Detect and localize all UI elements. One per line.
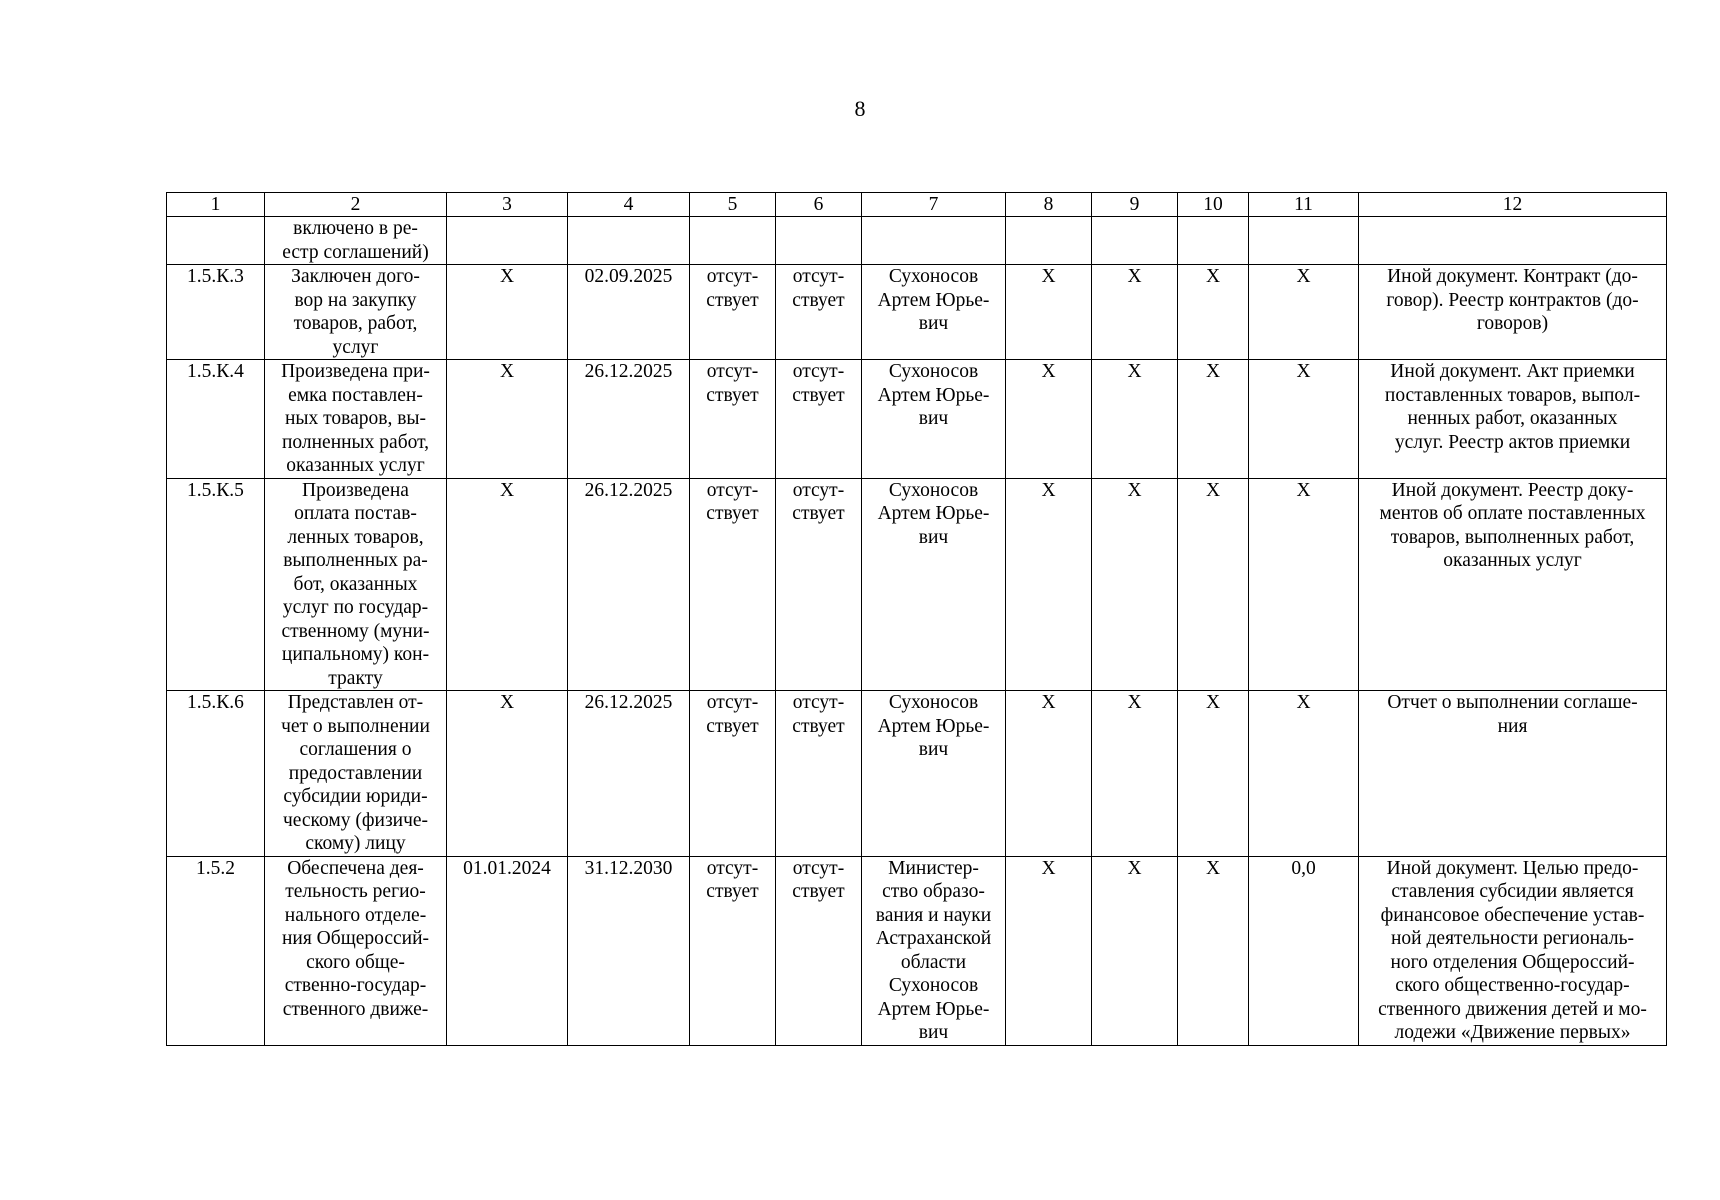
column-header: 2 <box>265 193 447 217</box>
table-cell-col7: Сухоносов Артем Юрье- вич <box>862 265 1006 360</box>
plan-table <box>166 192 1667 1046</box>
column-header: 1 <box>167 193 265 217</box>
table-cell-col12: Отчет о выполнении соглаше- ния <box>1359 691 1667 857</box>
table-cell-col2: Представлен от- чет о выполнении соглашения о предоставлении субсидии юриди- ческому (физиче- скому) лицу <box>265 691 447 857</box>
table-cell-col10: X <box>1178 360 1249 479</box>
table-cell-col1: 1.5.К.6 <box>167 691 265 857</box>
table-cell-col6: отсут- ствует <box>776 360 862 479</box>
table-cell-col10: X <box>1178 691 1249 857</box>
table-cell-col7: Министер- ство образо- вания и науки Астраханской области Сухоносов Артем Юрье- вич <box>862 856 1006 1045</box>
table-cell-col12: Иной документ. Контракт (до- говор). Реестр контрактов (до- говоров) <box>1359 265 1667 360</box>
table-cell-col3: 01.01.2024 <box>447 856 568 1045</box>
column-header: 3 <box>447 193 568 217</box>
table-cell-col10: X <box>1178 856 1249 1045</box>
table-cell-col1: 1.5.К.3 <box>167 265 265 360</box>
table-cell-col3: X <box>447 265 568 360</box>
table-cell-col3: X <box>447 478 568 691</box>
table-cell-col3: X <box>447 360 568 479</box>
table-cell-col8: X <box>1006 856 1092 1045</box>
table-cell-col10: X <box>1178 265 1249 360</box>
table-cell-col5: отсут- ствует <box>690 691 776 857</box>
table-cell-col8 <box>1006 217 1092 265</box>
table-cell-col10: X <box>1178 478 1249 691</box>
table-row <box>167 360 1667 479</box>
table-cell-col11: 0,0 <box>1249 856 1359 1045</box>
table-cell-col5: отсут- ствует <box>690 856 776 1045</box>
table-cell-col11: X <box>1249 265 1359 360</box>
table-cell-col4: 26.12.2025 <box>568 360 690 479</box>
table-row <box>167 478 1667 691</box>
table-cell-col5: отсут- ствует <box>690 478 776 691</box>
table-cell-col4: 26.12.2025 <box>568 691 690 857</box>
table-cell-col9: X <box>1092 478 1178 691</box>
table-cell-col2: Произведена при- емка поставлен- ных товаров, вы- полненных работ, оказанных услуг <box>265 360 447 479</box>
table-cell-col11: X <box>1249 478 1359 691</box>
table-cell-col12 <box>1359 217 1667 265</box>
table-cell-col4: 31.12.2030 <box>568 856 690 1045</box>
table-cell-col6 <box>776 217 862 265</box>
table-cell-col9: X <box>1092 265 1178 360</box>
column-header: 4 <box>568 193 690 217</box>
column-header: 10 <box>1178 193 1249 217</box>
table-cell-col1: 1.5.К.5 <box>167 478 265 691</box>
page-number: 8 <box>854 96 866 121</box>
table-cell-col6: отсут- ствует <box>776 478 862 691</box>
column-header: 7 <box>862 193 1006 217</box>
table-cell-col8: X <box>1006 360 1092 479</box>
table-cell-col12: Иной документ. Акт приемки поставленных товаров, выпол- ненных работ, оказанных услуг. Реестр актов приемки <box>1359 360 1667 479</box>
table-row <box>167 265 1667 360</box>
table-cell-col3 <box>447 217 568 265</box>
table-row <box>167 217 1667 265</box>
table-row <box>167 856 1667 1045</box>
table-cell-col10 <box>1178 217 1249 265</box>
table-cell-col7 <box>862 217 1006 265</box>
table-cell-col1: 1.5.2 <box>167 856 265 1045</box>
table-cell-col7: Сухоносов Артем Юрье- вич <box>862 691 1006 857</box>
table-cell-col4: 26.12.2025 <box>568 478 690 691</box>
table-row <box>167 691 1667 857</box>
table-cell-col2: Заключен дого- вор на закупку товаров, работ, услуг <box>265 265 447 360</box>
table-cell-col8: X <box>1006 265 1092 360</box>
table-cell-col1 <box>167 217 265 265</box>
table-cell-col11 <box>1249 217 1359 265</box>
column-header: 12 <box>1359 193 1667 217</box>
table-cell-col12: Иной документ. Реестр доку- ментов об оплате поставленных товаров, выполненных работ, оказанных услуг <box>1359 478 1667 691</box>
column-header: 9 <box>1092 193 1178 217</box>
table-cell-col2: Обеспечена дея- тельность регио- нального отделе- ния Общероссий- ского обще- ственно-государ- ственного движе- <box>265 856 447 1045</box>
table-cell-col2: Произведена оплата постав- ленных товаров, выполненных ра- бот, оказанных услуг по государ- ственному (муни- ципальному) кон- тракту <box>265 478 447 691</box>
column-header: 6 <box>776 193 862 217</box>
table-cell-col5: отсут- ствует <box>690 360 776 479</box>
table-cell-col7: Сухоносов Артем Юрье- вич <box>862 478 1006 691</box>
table-cell-col11: X <box>1249 691 1359 857</box>
table-cell-col9: X <box>1092 691 1178 857</box>
table-cell-col6: отсут- ствует <box>776 265 862 360</box>
table-cell-col6: отсут- ствует <box>776 856 862 1045</box>
column-header: 5 <box>690 193 776 217</box>
table-cell-col4 <box>568 217 690 265</box>
table-cell-col9 <box>1092 217 1178 265</box>
table-cell-col9: X <box>1092 360 1178 479</box>
table-cell-col5 <box>690 217 776 265</box>
table-cell-col12: Иной документ. Целью предо- ставления субсидии является финансовое обеспечение устав- ной деятельности региональ- ного отделения Общероссий- ского общественно-государ- ственного движения детей и мо- лодежи «Движение первых» <box>1359 856 1667 1045</box>
table-cell-col1: 1.5.К.4 <box>167 360 265 479</box>
table-cell-col6: отсут- ствует <box>776 691 862 857</box>
column-header: 8 <box>1006 193 1092 217</box>
table-cell-col2: включено в ре- естр соглашений) <box>265 217 447 265</box>
table-cell-col3: X <box>447 691 568 857</box>
table-cell-col4: 02.09.2025 <box>568 265 690 360</box>
table-cell-col5: отсут- ствует <box>690 265 776 360</box>
column-number-row <box>167 193 1667 217</box>
table-cell-col8: X <box>1006 478 1092 691</box>
table-cell-col7: Сухоносов Артем Юрье- вич <box>862 360 1006 479</box>
table-cell-col9: X <box>1092 856 1178 1045</box>
table-cell-col11: X <box>1249 360 1359 479</box>
table-cell-col8: X <box>1006 691 1092 857</box>
column-header: 11 <box>1249 193 1359 217</box>
